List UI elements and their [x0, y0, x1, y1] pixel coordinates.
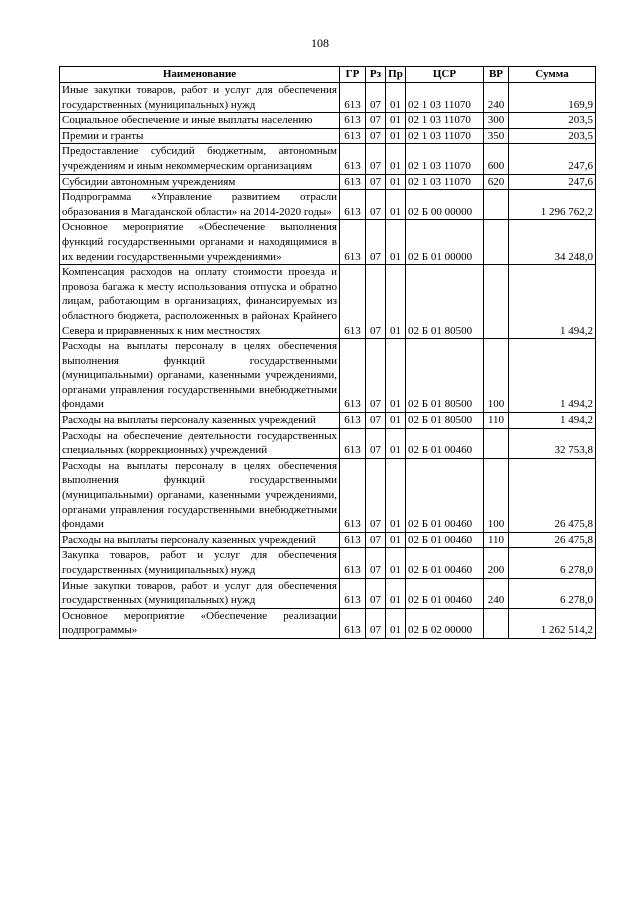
- cell-sum: 247,6: [509, 174, 596, 190]
- cell-sum: 203,5: [509, 128, 596, 144]
- cell-pr: 01: [386, 428, 406, 458]
- cell-rz: 07: [366, 83, 386, 113]
- cell-gr: 613: [340, 128, 366, 144]
- cell-vr: 300: [484, 113, 509, 129]
- table-row: [60, 339, 596, 413]
- table-row: [60, 532, 596, 548]
- cell-sum: 26 475,8: [509, 458, 596, 532]
- cell-csr: 02 Б 01 00000: [406, 220, 484, 265]
- cell-pr: 01: [386, 144, 406, 174]
- cell-sum: 247,6: [509, 144, 596, 174]
- cell-name: Основное мероприятие «Обеспечение реализации подпрограммы»: [60, 608, 340, 638]
- cell-csr: 02 1 03 11070: [406, 128, 484, 144]
- cell-sum: 169,9: [509, 83, 596, 113]
- cell-sum: 1 296 762,2: [509, 190, 596, 220]
- cell-rz: 07: [366, 413, 386, 429]
- cell-gr: 613: [340, 532, 366, 548]
- cell-pr: 01: [386, 174, 406, 190]
- cell-sum: 1 494,2: [509, 339, 596, 413]
- cell-csr: 02 Б 01 80500: [406, 413, 484, 429]
- table-row: [60, 428, 596, 458]
- cell-gr: 613: [340, 220, 366, 265]
- table-row: [60, 83, 596, 113]
- cell-name: Предоставление субсидий бюджетным, автономным учреждениям и иным некоммерческим организациям: [60, 144, 340, 174]
- cell-csr: 02 Б 01 80500: [406, 339, 484, 413]
- cell-name: Расходы на выплаты персоналу в целях обеспечения выполнения функций государственными (муниципальными) органами, казенными учреждениями, органами управления государственными внебюджетными фондами: [60, 458, 340, 532]
- table-row: [60, 578, 596, 608]
- cell-sum: 6 278,0: [509, 548, 596, 578]
- cell-sum: 26 475,8: [509, 532, 596, 548]
- table-row: [60, 128, 596, 144]
- cell-pr: 01: [386, 339, 406, 413]
- cell-vr: 100: [484, 458, 509, 532]
- cell-rz: 07: [366, 220, 386, 265]
- cell-vr: [484, 428, 509, 458]
- cell-sum: 34 248,0: [509, 220, 596, 265]
- cell-vr: [484, 265, 509, 339]
- cell-vr: [484, 190, 509, 220]
- cell-vr: [484, 220, 509, 265]
- cell-gr: 613: [340, 428, 366, 458]
- cell-gr: 613: [340, 339, 366, 413]
- cell-rz: 07: [366, 578, 386, 608]
- cell-sum: 1 494,2: [509, 265, 596, 339]
- cell-rz: 07: [366, 608, 386, 638]
- cell-gr: 613: [340, 174, 366, 190]
- cell-name: Иные закупки товаров, работ и услуг для обеспечения государственных (муниципальных) нужд: [60, 83, 340, 113]
- cell-vr: 200: [484, 548, 509, 578]
- cell-csr: 02 Б 01 80500: [406, 265, 484, 339]
- cell-gr: 613: [340, 608, 366, 638]
- cell-csr: 02 Б 01 00460: [406, 548, 484, 578]
- cell-pr: 01: [386, 113, 406, 129]
- cell-sum: 1 494,2: [509, 413, 596, 429]
- cell-vr: 240: [484, 83, 509, 113]
- cell-sum: 6 278,0: [509, 578, 596, 608]
- cell-rz: 07: [366, 548, 386, 578]
- cell-name: Расходы на выплаты персоналу казенных учреждений: [60, 532, 340, 548]
- table-body: [60, 83, 596, 639]
- cell-csr: 02 Б 01 00460: [406, 428, 484, 458]
- cell-gr: 613: [340, 113, 366, 129]
- cell-pr: 01: [386, 578, 406, 608]
- header-sum: Сумма: [509, 67, 596, 83]
- cell-vr: 240: [484, 578, 509, 608]
- cell-rz: 07: [366, 144, 386, 174]
- cell-vr: 600: [484, 144, 509, 174]
- cell-csr: 02 1 03 11070: [406, 144, 484, 174]
- cell-name: Закупка товаров, работ и услуг для обеспечения государственных (муниципальных) нужд: [60, 548, 340, 578]
- cell-name: Расходы на выплаты персоналу казенных учреждений: [60, 413, 340, 429]
- cell-pr: 01: [386, 220, 406, 265]
- cell-sum: 32 753,8: [509, 428, 596, 458]
- cell-rz: 07: [366, 113, 386, 129]
- budget-table: [59, 66, 596, 639]
- table-row: [60, 144, 596, 174]
- cell-csr: 02 1 03 11070: [406, 113, 484, 129]
- cell-csr: 02 1 03 11070: [406, 83, 484, 113]
- page-number: 108: [311, 36, 329, 50]
- cell-gr: 613: [340, 578, 366, 608]
- cell-pr: 01: [386, 548, 406, 578]
- header-name: Наименование: [60, 67, 340, 83]
- cell-name: Иные закупки товаров, работ и услуг для обеспечения государственных (муниципальных) нужд: [60, 578, 340, 608]
- header-pr: Пр: [386, 67, 406, 83]
- cell-csr: 02 Б 01 00460: [406, 578, 484, 608]
- table-row: [60, 113, 596, 129]
- cell-csr: 02 Б 01 00460: [406, 532, 484, 548]
- table-row: [60, 413, 596, 429]
- cell-csr: 02 Б 02 00000: [406, 608, 484, 638]
- cell-pr: 01: [386, 265, 406, 339]
- cell-gr: 613: [340, 190, 366, 220]
- table-row: [60, 190, 596, 220]
- cell-pr: 01: [386, 413, 406, 429]
- cell-rz: 07: [366, 174, 386, 190]
- cell-rz: 07: [366, 532, 386, 548]
- table-row: [60, 458, 596, 532]
- cell-name: Компенсация расходов на оплату стоимости проезда и провоза багажа к месту использования отпуска и обратно лицам, работающим в организациях, финансируемых из областного бюджета, расположенных в районах Крайнего Севера и приравненных к ним местностях: [60, 265, 340, 339]
- cell-sum: 203,5: [509, 113, 596, 129]
- cell-csr: 02 Б 01 00460: [406, 458, 484, 532]
- header-vr: ВР: [484, 67, 509, 83]
- cell-gr: 613: [340, 265, 366, 339]
- cell-vr: 350: [484, 128, 509, 144]
- cell-vr: 100: [484, 339, 509, 413]
- cell-gr: 613: [340, 144, 366, 174]
- cell-sum: 1 262 514,2: [509, 608, 596, 638]
- cell-rz: 07: [366, 339, 386, 413]
- cell-rz: 07: [366, 458, 386, 532]
- cell-pr: 01: [386, 190, 406, 220]
- cell-csr: 02 1 03 11070: [406, 174, 484, 190]
- cell-gr: 613: [340, 548, 366, 578]
- cell-name: Субсидии автономным учреждениям: [60, 174, 340, 190]
- cell-vr: 110: [484, 532, 509, 548]
- cell-pr: 01: [386, 532, 406, 548]
- table-row: [60, 548, 596, 578]
- cell-pr: 01: [386, 458, 406, 532]
- cell-name: Подпрограмма «Управление развитием отрасли образования в Магаданской области» на 2014-2020 годы»: [60, 190, 340, 220]
- table-row: [60, 265, 596, 339]
- cell-name: Премии и гранты: [60, 128, 340, 144]
- cell-name: Социальное обеспечение и иные выплаты населению: [60, 113, 340, 129]
- table-row: [60, 608, 596, 638]
- cell-gr: 613: [340, 83, 366, 113]
- table-header-row: [60, 67, 596, 83]
- cell-name: Расходы на выплаты персоналу в целях обеспечения выполнения функций государственными (муниципальными) органами, казенными учреждениями, органами управления государственными внебюджетными фондами: [60, 339, 340, 413]
- header-rz: Рз: [366, 67, 386, 83]
- cell-csr: 02 Б 00 00000: [406, 190, 484, 220]
- cell-rz: 07: [366, 190, 386, 220]
- table-row: [60, 174, 596, 190]
- cell-name: Расходы на обеспечение деятельности государственных специальных (коррекционных) учреждений: [60, 428, 340, 458]
- header-csr: ЦСР: [406, 67, 484, 83]
- cell-pr: 01: [386, 128, 406, 144]
- cell-vr: 620: [484, 174, 509, 190]
- cell-name: Основное мероприятие «Обеспечение выполнения функций государственными органами и находящимися в их ведении государственными учреждениями»: [60, 220, 340, 265]
- header-gr: ГР: [340, 67, 366, 83]
- cell-rz: 07: [366, 128, 386, 144]
- cell-pr: 01: [386, 608, 406, 638]
- cell-gr: 613: [340, 413, 366, 429]
- table-row: [60, 220, 596, 265]
- cell-vr: 110: [484, 413, 509, 429]
- cell-rz: 07: [366, 428, 386, 458]
- cell-pr: 01: [386, 83, 406, 113]
- cell-vr: [484, 608, 509, 638]
- cell-rz: 07: [366, 265, 386, 339]
- cell-gr: 613: [340, 458, 366, 532]
